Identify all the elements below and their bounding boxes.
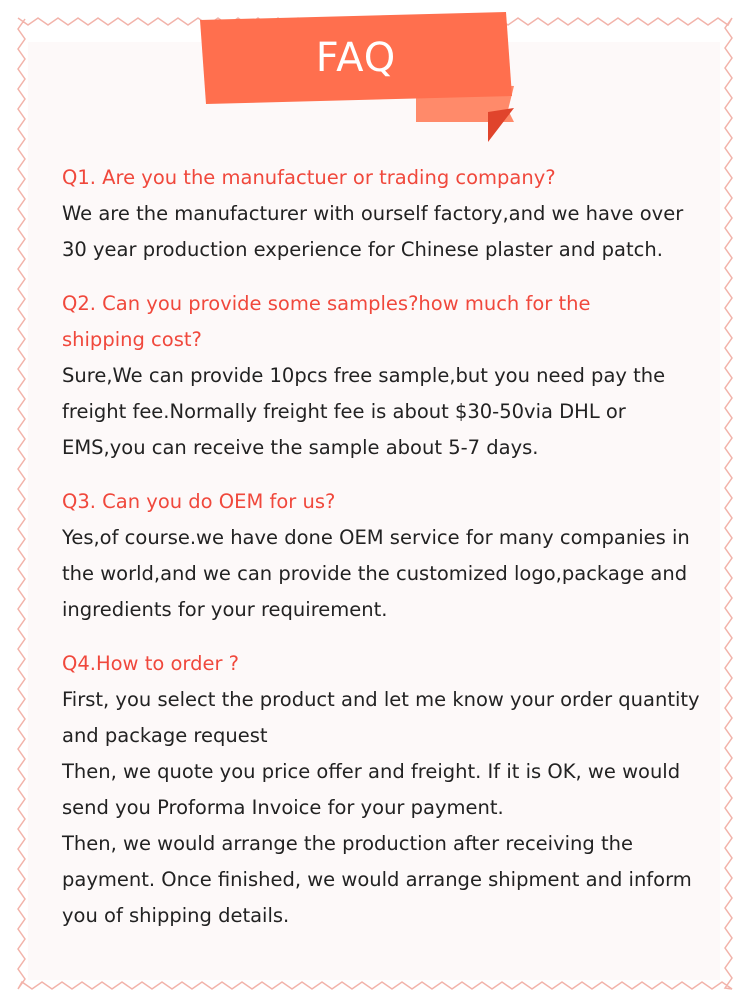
faq-item-2 — [62, 286, 712, 466]
faq-item-3 — [62, 484, 712, 628]
answer-4-line-2: and package request — [62, 724, 268, 747]
answer-1-line-1: We are the manufacturer with ourself factory,and we have over — [62, 202, 684, 225]
answer-3-line-2: the world,and we can provide the customized logo,package and — [62, 562, 688, 585]
answer-4-line-1: First, you select the product and let me know your order quantity — [62, 688, 700, 711]
question-1: Q1. Are you the manufactuer or trading company? — [62, 166, 556, 189]
faq-list — [62, 160, 712, 952]
answer-2-line-3: EMS,you can receive the sample about 5-7 days. — [62, 436, 539, 459]
faq-item-1 — [62, 160, 712, 268]
answer-4-line-6: payment. Once finished, we would arrange shipment and inform — [62, 868, 692, 891]
answer-2-line-1: Sure,We can provide 10pcs free sample,but you need pay the — [62, 364, 666, 387]
answer-2-line-2: freight fee.Normally freight fee is about $30-50via DHL or — [62, 400, 626, 423]
answer-4-line-4: send you Proforma Invoice for your payment. — [62, 796, 504, 819]
answer-4-line-5: Then, we would arrange the production after receiving the — [62, 832, 633, 855]
faq-item-4 — [62, 646, 712, 934]
answer-4-line-3: Then, we quote you price offer and freight. If it is OK, we would — [62, 760, 681, 783]
answer-4-line-7: you of shipping details. — [62, 904, 290, 927]
answer-3-line-3: ingredients for your requirement. — [62, 598, 388, 621]
answer-1-line-2: 30 year production experience for Chinese plaster and patch. — [62, 238, 663, 261]
question-2-line-1: Q2. Can you provide some samples?how much for the — [62, 292, 591, 315]
question-2-line-2: shipping cost? — [62, 328, 202, 351]
question-4: Q4.How to order ? — [62, 652, 240, 675]
faq-banner — [196, 12, 526, 147]
question-3: Q3. Can you do OEM for us? — [62, 490, 336, 513]
answer-3-line-1: Yes,of course.we have done OEM service for many companies in — [62, 526, 690, 549]
page-title: FAQ — [315, 35, 397, 81]
